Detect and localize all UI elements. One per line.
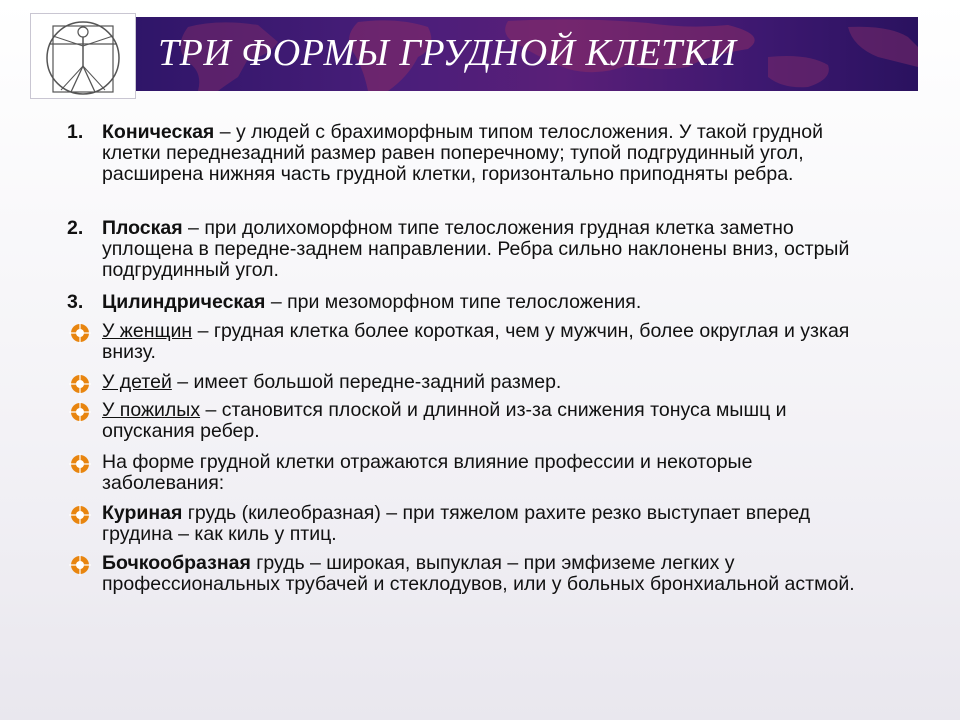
item-text <box>102 553 872 595</box>
item-description: грудь (килеобразная) – при тяжелом рахите резко выступает вперед грудина – как киль у птиц. <box>102 502 811 545</box>
orange-bullet-icon <box>68 452 92 476</box>
item-text <box>102 218 872 281</box>
orange-bullet-icon <box>68 503 92 527</box>
item-term: Бочкообразная <box>102 552 251 574</box>
item-text <box>102 372 872 393</box>
item-text <box>102 292 872 313</box>
item-text <box>102 321 872 363</box>
item-term: Плоская <box>102 217 183 239</box>
orange-bullet-icon <box>68 400 92 424</box>
item-term: У пожилых <box>102 399 201 421</box>
item-term: У детей <box>102 371 172 393</box>
orange-bullet-icon <box>68 321 92 345</box>
item-term: Коническая <box>102 121 215 143</box>
vitruvian-man-icon <box>31 14 135 98</box>
item-term: Куриная <box>102 502 183 524</box>
item-description: – при мезоморфном типе телосложения. <box>265 291 642 313</box>
item-text <box>102 503 872 545</box>
item-description: – у людей с брахиморфным типом телосложения. У такой грудной клетки переднезадний размер равен поперечному; тупой подгрудинный угол, расширена нижняя часть грудной клетки, горизонтально приподняты ребра. <box>102 121 824 185</box>
item-term: Цилиндрическая <box>102 291 266 313</box>
item-text <box>102 400 872 442</box>
item-text <box>102 122 872 185</box>
slide-title: ТРИ ФОРМЫ ГРУДНОЙ КЛЕТКИ <box>158 32 737 74</box>
item-description: – имеет большой передне-задний размер. <box>171 371 562 393</box>
logo <box>30 13 136 99</box>
item-description: – становится плоской и длинной из-за снижения тонуса мышц и опускания ребер. <box>102 399 787 442</box>
item-term: У женщин <box>102 320 193 342</box>
title-bar <box>128 17 918 91</box>
item-number: 3. <box>67 291 84 313</box>
item-description: грудь – широкая, выпуклая – при эмфиземе легких у профессиональных трубачей и стеклодувов, или у больных бронхиальной астмой. <box>102 552 855 595</box>
item-number: 1. <box>67 121 84 143</box>
item-description: – грудная клетка более короткая, чем у мужчин, более округлая и узкая внизу. <box>102 320 850 363</box>
item-description: – при долихоморфном типе телосложения грудная клетка заметно уплощена в передне-заднем направлении. Ребра сильно наклонены вниз, острый подгрудинный угол. <box>102 217 850 281</box>
item-number: 2. <box>67 217 84 239</box>
orange-bullet-icon <box>68 553 92 577</box>
item-text: На форме грудной клетки отражаются влияние профессии и некоторые заболевания: <box>102 451 753 494</box>
orange-bullet-icon <box>68 372 92 396</box>
